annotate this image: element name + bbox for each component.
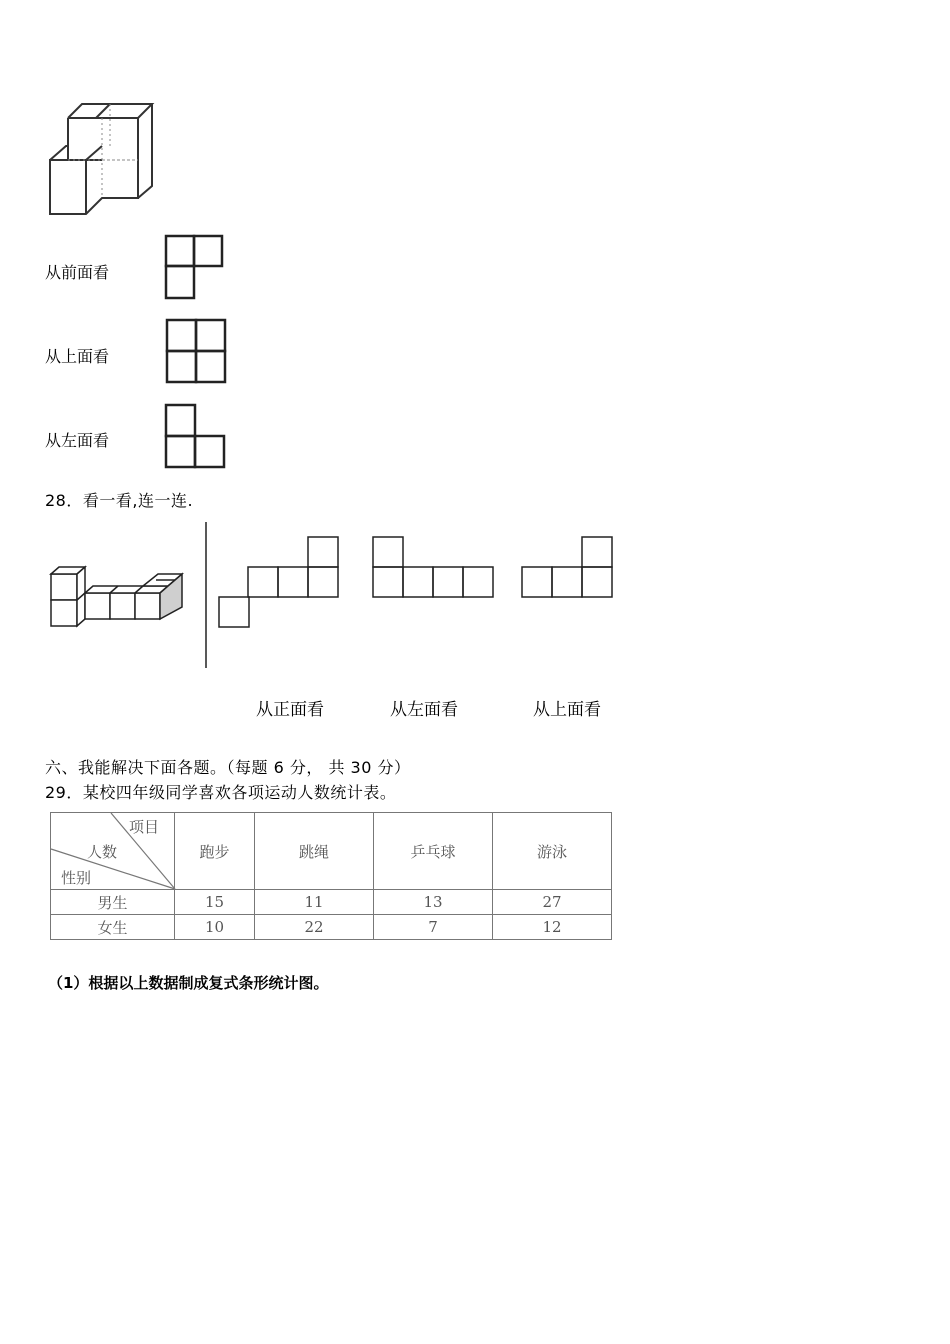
header-running: 跑步	[175, 813, 255, 890]
corner-label-top: 项目	[129, 818, 160, 836]
cell-girls-swimming: 12	[493, 915, 612, 940]
table-corner-cell	[51, 813, 175, 890]
top-view-grid	[165, 318, 227, 384]
question-29-sub-1: （1）根据以上数据制成复式条形统计图。	[48, 974, 329, 992]
q28-shape-c	[521, 536, 615, 600]
row-label-girls: 女生	[51, 915, 175, 940]
left-view-grid	[164, 403, 226, 469]
cube-stack-3d	[48, 564, 184, 630]
table-row	[51, 890, 612, 915]
section-6-title: 六、我能解决下面各题。（每题 6 分， 共 30 分）	[45, 758, 411, 777]
q28-view-left: 从左面看	[390, 700, 458, 720]
cell-boys-running: 15	[175, 890, 255, 915]
q28-shape-b	[372, 536, 496, 600]
header-table-tennis: 乒乓球	[374, 813, 493, 890]
corner-label-bottom: 性别	[61, 869, 92, 887]
front-view-grid	[164, 234, 224, 300]
sports-stats-table	[50, 812, 612, 940]
solid-figure-3d	[40, 98, 160, 220]
cell-boys-swimming: 27	[493, 890, 612, 915]
cell-girls-tennis: 7	[374, 915, 493, 940]
view-label-left: 从左面看	[45, 431, 110, 450]
q28-shape-a	[218, 536, 342, 630]
cell-boys-rope: 11	[255, 890, 374, 915]
header-swimming: 游泳	[493, 813, 612, 890]
header-rope-skipping: 跳绳	[255, 813, 374, 890]
q28-view-top: 从上面看	[533, 700, 601, 720]
cell-girls-running: 10	[175, 915, 255, 940]
row-label-boys: 男生	[51, 890, 175, 915]
question-29-title: 29．某校四年级同学喜欢各项运动人数统计表。	[45, 783, 397, 802]
corner-label-middle: 人数	[87, 843, 118, 861]
cell-girls-rope: 22	[255, 915, 374, 940]
q28-view-front: 从正面看	[256, 700, 324, 720]
table-row	[51, 915, 612, 940]
divider-line	[204, 522, 208, 668]
table-header-row	[51, 813, 612, 890]
view-label-top: 从上面看	[45, 347, 110, 366]
cell-boys-tennis: 13	[374, 890, 493, 915]
question-28-title: 28．看一看,连一连.	[45, 491, 194, 510]
view-label-front: 从前面看	[45, 263, 110, 282]
